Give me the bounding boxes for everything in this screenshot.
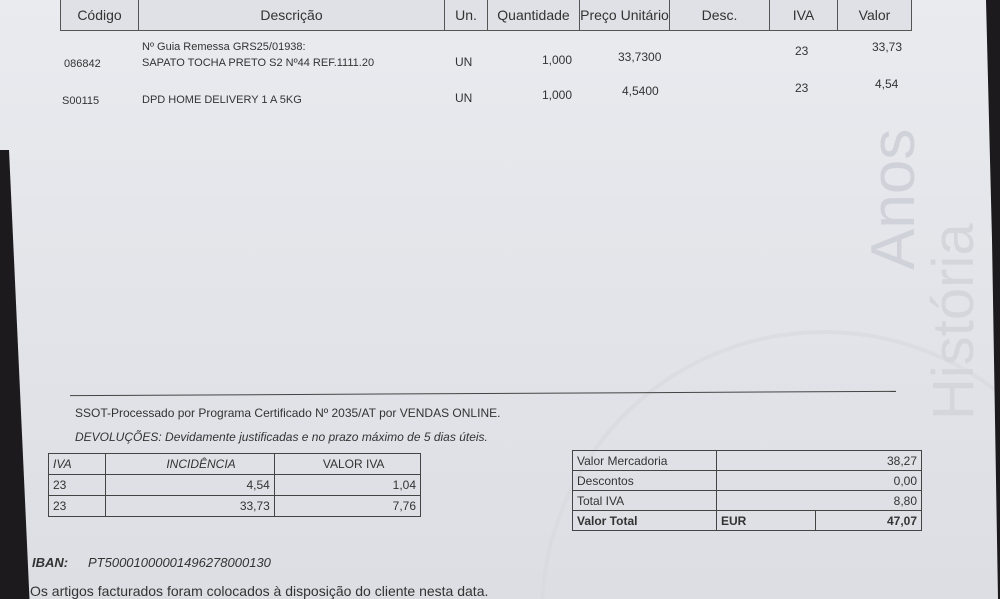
table-row: [573, 471, 922, 491]
vat-rate: 23: [49, 475, 106, 496]
col-quantidade: Quantidade: [488, 0, 580, 30]
vat-incidence: 4,54: [106, 475, 275, 496]
vat-header-row: [49, 454, 421, 475]
item-valor: 33,73: [872, 40, 903, 54]
col-desc: Desc.: [670, 0, 770, 30]
watermark-anos: Anos: [859, 128, 928, 270]
item-valor: 4,54: [875, 77, 899, 91]
item-descricao: DPD HOME DELIVERY 1 A 5KG: [142, 94, 302, 106]
table-row: [49, 475, 421, 496]
valor-mercadoria-value: 38,27: [717, 451, 922, 471]
table-row: [573, 491, 922, 511]
watermark-historia: História: [921, 223, 986, 420]
item-preco: 4,5400: [622, 84, 659, 98]
vat-value: 7,76: [274, 496, 420, 517]
col-iva: IVA: [770, 0, 838, 30]
descontos-value: 0,00: [717, 471, 922, 491]
currency: EUR: [717, 511, 816, 531]
valor-total-value: 47,07: [816, 511, 922, 531]
vat-rate: 23: [49, 496, 106, 517]
shadow-left: [0, 150, 30, 599]
returns-label: DEVOLUÇÕES:: [75, 430, 162, 444]
item-quantidade: 1,000: [542, 53, 573, 67]
vat-incidence: 33,73: [106, 496, 275, 517]
table-row: [573, 451, 922, 471]
item-un: UN: [455, 91, 473, 105]
item-iva: 23: [795, 81, 809, 95]
total-iva-label: Total IVA: [573, 491, 717, 511]
iban-label: IBAN:: [32, 555, 69, 570]
vat-header-incidencia: INCIDÊNCIA: [106, 454, 275, 475]
table-row: [49, 496, 421, 517]
footer-text: Os artigos facturados foram colocados à disposição do cliente nesta data.: [30, 583, 489, 599]
table-row: [573, 511, 922, 531]
col-un: Un.: [445, 0, 488, 30]
returns-note: [75, 430, 488, 444]
item-codigo: S00115: [62, 95, 100, 107]
totals-table: [572, 450, 922, 531]
col-codigo: Código: [61, 0, 139, 30]
items-table-header: [60, 0, 912, 31]
total-iva-value: 8,80: [717, 491, 922, 511]
item-iva: 23: [795, 44, 809, 58]
item-preco: 33,7300: [618, 50, 662, 64]
valor-mercadoria-label: Valor Mercadoria: [573, 451, 717, 471]
returns-text: Devidamente justificadas e no prazo máximo de 5 dias úteis.: [161, 430, 488, 444]
iban-value: PT50001000001496278000130: [88, 555, 271, 570]
vat-header-valor: VALOR IVA: [274, 454, 420, 475]
vat-summary-table: [48, 453, 421, 517]
valor-total-label: Valor Total: [573, 511, 717, 531]
item-un: UN: [455, 55, 473, 69]
item-ref-line: Nº Guia Remessa GRS25/01938:: [142, 41, 306, 53]
col-valor: Valor: [858, 7, 891, 23]
item-codigo: 086842: [64, 58, 101, 70]
col-descricao: Descrição: [139, 0, 445, 30]
descontos-label: Descontos: [573, 471, 717, 491]
item-quantidade: 1,000: [542, 88, 573, 102]
vat-value: 1,04: [274, 475, 420, 496]
col-preco: Preço Unitário: [580, 0, 670, 30]
item-descricao: SAPATO TOCHA PRETO S2 Nº44 REF.1111.20: [142, 57, 375, 69]
vat-header-iva: IVA: [49, 454, 106, 475]
certification-note: SSOT-Processado por Programa Certificado Nº 2035/AT por VENDAS ONLINE.: [75, 406, 501, 420]
